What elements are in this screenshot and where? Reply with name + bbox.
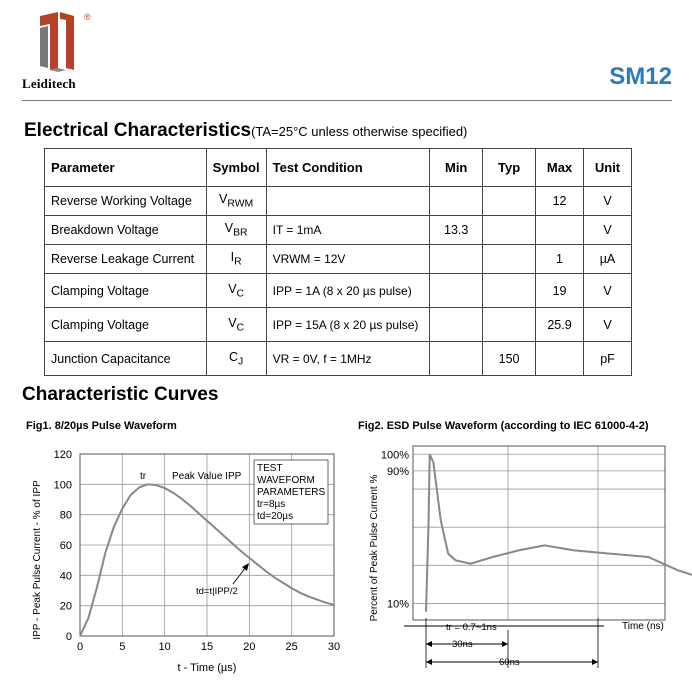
cell-unit: V (584, 308, 632, 342)
curves-heading: Characteristic Curves (22, 384, 219, 405)
cell-unit: V (584, 187, 632, 216)
fig1-y-tick-label: 20 (59, 600, 72, 613)
cell-parameter: Breakdown Voltage (45, 216, 207, 245)
cell-parameter: Clamping Voltage (45, 308, 207, 342)
cell-unit: µA (584, 245, 632, 274)
fig1-x-tick-label: 10 (158, 641, 171, 653)
fig1-box-line: tr=8µs (257, 499, 286, 510)
cell-unit: V (584, 216, 632, 245)
fig1-y-label: IPP - Peak Pulse Current - % of IPP (32, 480, 43, 640)
cell-max: 25.9 (536, 308, 584, 342)
electrical-title: Electrical Characteristics (24, 120, 252, 141)
col-header-max: Max (536, 149, 584, 187)
fig2-y-tick-label: 10% (386, 598, 409, 611)
cell-unit: pF (584, 342, 632, 376)
fig2-caption: Fig2. ESD Pulse Waveform (according to IEC 61000-4-2) (358, 420, 649, 432)
fig2-y-tick-label: 100% (380, 449, 409, 462)
cell-condition: VRWM = 12V (266, 245, 430, 274)
fig1-box-line: PARAMETERS (257, 487, 326, 498)
fig2-plot-frame (413, 446, 665, 620)
fig1-x-tick-label: 0 (76, 641, 84, 653)
fig1-caption: Fig1. 8/20µs Pulse Waveform (26, 420, 177, 432)
col-header-min: Min (430, 149, 483, 187)
fig1-y-tick-label: 80 (59, 509, 72, 522)
cell-symbol: $V_{BR}$ (206, 216, 266, 245)
fig2-grid (413, 446, 665, 620)
cell-max: 1 (536, 245, 584, 274)
electrical-condition: (TA=25°C unless otherwise specified) (251, 124, 468, 139)
fig1-tr-label: tr (140, 471, 147, 482)
cell-symbol: $V_C$ (206, 274, 266, 308)
registered-mark: ® (84, 12, 91, 22)
col-header-parameter: Parameter (45, 149, 207, 187)
cell-condition: IPP = 15A (8 x 20 µs pulse) (266, 308, 430, 342)
part-number: SM12 (609, 63, 672, 90)
fig2-x-label: Time (ns) (622, 621, 664, 632)
fig1-box-line: td=20µs (257, 511, 294, 522)
cell-unit: V (584, 274, 632, 308)
fig1-y-tick-label: 100 (53, 479, 72, 492)
col-header-unit: Unit (584, 149, 632, 187)
company-name: Leiditech (22, 76, 76, 91)
fig2-y-tick-label: 90% (386, 465, 409, 478)
fig2-series-line (426, 454, 692, 611)
cell-symbol: $I_R$ (206, 245, 266, 274)
cell-symbol: $V_{RWM}$ (206, 187, 266, 216)
fig2-30ns-label: 30ns (452, 639, 473, 650)
fig1-peak-label: Peak Value IPP (172, 471, 242, 482)
fig1-y-tick-label: 60 (59, 540, 72, 552)
fig1-x-tick-label: 25 (285, 641, 298, 653)
fig2-60ns-label: 60ns (499, 657, 520, 668)
cell-min: 13.3 (430, 216, 483, 245)
cell-parameter: Reverse Working Voltage (45, 187, 207, 216)
cell-condition: VR = 0V, f = 1MHz (266, 342, 430, 376)
cell-parameter: Clamping Voltage (45, 274, 207, 308)
col-header-typ: Typ (483, 149, 536, 187)
col-header-symbol: Symbol (206, 149, 266, 187)
fig2-y-label: Percent of Peak Pulse Current % (369, 474, 380, 622)
cell-symbol: $C_J$ (206, 342, 266, 376)
fig1-box-line: TEST (257, 463, 283, 474)
fig1-y-tick-label: 0 (65, 631, 72, 643)
cell-typ: 150 (483, 342, 536, 376)
fig1-x-tick-label: 15 (200, 641, 214, 653)
cell-symbol: $V_C$ (206, 308, 266, 342)
cell-parameter: Reverse Leakage Current (45, 245, 207, 274)
fig1-box-line: WAVEFORM (257, 475, 315, 486)
fig1-x-tick-label: 5 (119, 641, 126, 653)
cell-condition: IPP = 1A (8 x 20 µs pulse) (266, 274, 430, 308)
cell-max: 12 (536, 187, 584, 216)
fig2-y-ticks (381, 449, 409, 610)
fig1-x-tick-label: 20 (243, 641, 256, 653)
fig1-y-tick-label: 120 (53, 449, 72, 461)
fig1-td-label: td=t|IPP/2 (196, 586, 238, 597)
fig1-y-tick-label: 40 (59, 570, 72, 583)
col-header-condition: Test Condition (266, 149, 430, 187)
fig1-x-tick-label: 30 (327, 641, 341, 653)
cell-parameter: Junction Capacitance (45, 342, 207, 376)
fig1-x-label: t - Time (µs) (177, 662, 237, 674)
cell-condition: IT = 1mA (266, 216, 430, 245)
cell-max: 19 (536, 274, 584, 308)
fig2-tr-label: tr = 0.7~1ns (446, 622, 497, 633)
